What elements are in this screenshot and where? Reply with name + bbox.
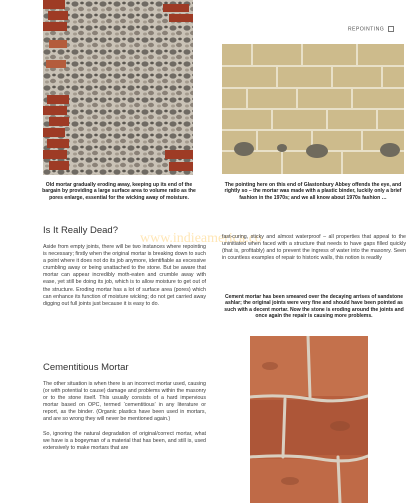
section-body-cementitious (43, 381, 206, 459)
section-body-dead (43, 244, 206, 315)
right-column-body (222, 234, 406, 269)
abbey-wall-caption: The pointing here on this end of Glastonbury Abbey offends the eye, and rightly so – the mortar was made with a plastic binder, luckily only a brief fashion in the 1970s; and we all know about 1970s fashion … (224, 182, 402, 201)
abbey-wall-photo (222, 44, 404, 174)
section-heading-cementitious: Cementitious Mortar (43, 362, 129, 373)
flint-wall-photo (43, 0, 193, 175)
paragraph: fast-curing, sticky and almost waterproof – all properties that appeal to the uninitiated when faced with a structure that needs to have gaps filled quickly (that is, profitably) and to prevent the ingress of water into the masonry. Seen in countless examples of repair to historic walls, this notion is readily (222, 234, 406, 262)
sandstone-caption: Cement mortar has been smeared over the decaying arrises of sandstone ashlar; the original joints were very fine and should have been pointed as such with a decent mortar. Now the stone is eroding around the joints and once again the repair is causing more problems. (224, 294, 404, 319)
watermark-text: www.indieamerica.co (140, 231, 262, 246)
paragraph: So, ignoring the natural degradation of original/correct mortar, what we have is a bogeyman of a material that has been, and still is, used extensively to make mortars that are (43, 430, 206, 451)
paragraph: Aside from empty joints, there will be two instances where repointing is necessary; firstly when the original mortar is breaking down to such a point where it does not do its job anymore, identifiable as excessive crumbling away or being unattached to the stone. But be aware that mortar can appear incredibly moth-eaten and crumble away with ease, yet still be doing its job, which is to allow moisture to get out of the structure. Eroding mortar has a lot of surface area (pores) which can enhance its function of moisture wicking; do not get carried away digging out full joints just because it is easy to do. (43, 244, 206, 307)
flint-wall-caption: Old mortar gradually eroding away, keeping up its end of the bargain by providing a large surface area to volume ratio as the pores enlarge, essential for the wicking away of moisture. (42, 182, 196, 201)
section-marker-icon (388, 26, 394, 32)
section-heading-dead: Is It Really Dead? (43, 225, 118, 236)
section-header (348, 26, 394, 32)
paragraph: The other situation is when there is an incorrect mortar used, causing (or with potential to cause) damage and problems within the masonry or to the stone itself. This usually consists of a hard impervious mortar based on OPC, termed ‘cementitious’ in any literature or report, as the binder. (Organic plastics have been used in mortars, and are so wrong they will never be mentioned again.) (43, 381, 206, 423)
sandstone-photo (250, 336, 368, 503)
section-label: REPOINTING (347, 26, 385, 33)
